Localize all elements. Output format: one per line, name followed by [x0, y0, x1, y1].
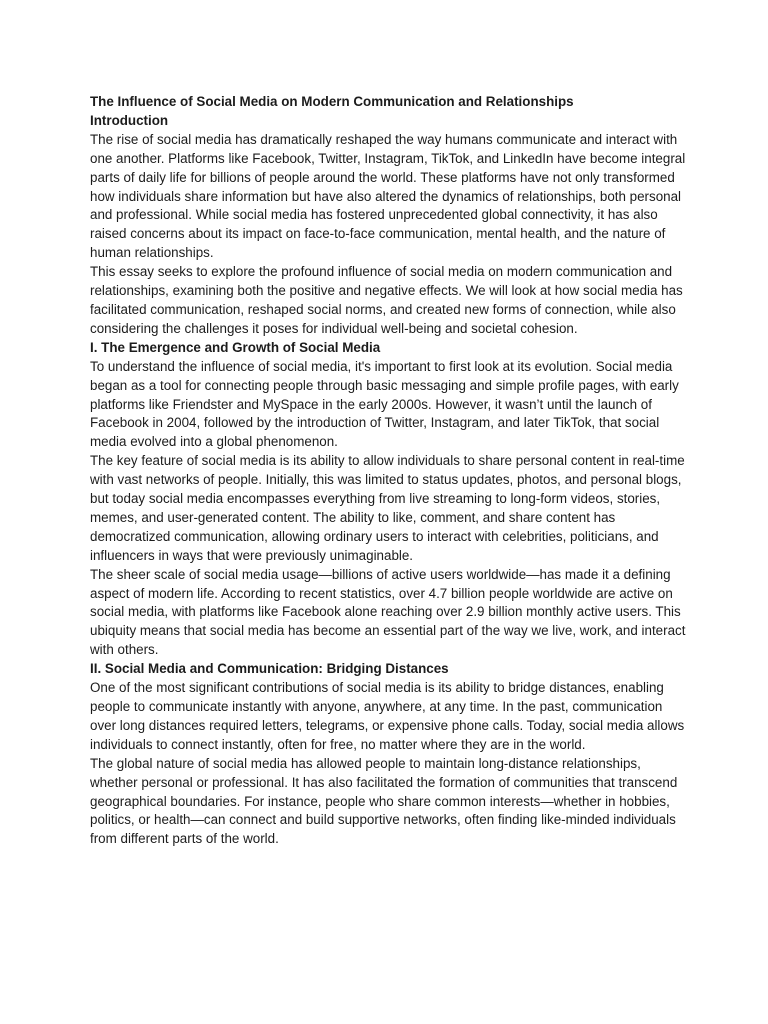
section-1-heading: I. The Emergence and Growth of Social Media: [90, 339, 381, 355]
section-1-paragraph-1: To understand the influence of social media, it's important to first look at its evolution. Social media began as a tool for connecting people through basic messaging and simple profile pages, with early platforms like Friendster and MySpace in the early 2000s. However, it wasn’t until the launch of Facebook in 2004, followed by the introduction of Twitter, Instagram, and later TikTok, that social media evolved into a global phenomenon.: [90, 358, 679, 450]
section-1-paragraph-3: The sheer scale of social media usage—billions of active users worldwide—has made it a defining aspect of modern life. According to recent statistics, over 4.7 billion people worldwide are active on social media, with platforms like Facebook alone reaching over 2.9 billion monthly active users. This ubiquity means that social media has become an essential part of the way we live, work, and interact with others.: [90, 566, 686, 658]
section-1-paragraph-2: The key feature of social media is its ability to allow individuals to share personal content in real-time with vast networks of people. Initially, this was limited to status updates, photos, and personal blogs, but today social media encompasses everything from live streaming to long-form videos, stories, memes, and user-generated content. The ability to like, comment, and share content has democratized communication, allowing ordinary users to interact with celebrities, politicians, and influencers in ways that were previously unimaginable.: [90, 453, 685, 563]
section-2-paragraph-2: The global nature of social media has allowed people to maintain long-distance relationships, whether personal or professional. It has also facilitated the formation of communities that transcend geographical boundaries. For instance, people who share common interests—whether in hobbies, politics, or health—can connect and build supportive networks, often finding like-minded individuals from different parts of the world.: [90, 755, 678, 847]
section-2-heading: II. Social Media and Communication: Bridging Distances: [90, 661, 449, 677]
intro-paragraph-1: The rise of social media has dramatically reshaped the way humans communicate and interact with one another. Platforms like Facebook, Twitter, Instagram, TikTok, and LinkedIn have become integral parts of daily life for billions of people around the world. These platforms have not only transformed how individuals share information but have also altered the dynamics of relationships, both personal and professional. While social media has fostered unprecedented global connectivity, it has also raised concerns about its impact on face-to-face communication, mental health, and the nature of human relationships.: [90, 131, 686, 261]
section-2-paragraph-1: One of the most significant contributions of social media is its ability to bridge distances, enabling people to communicate instantly with anyone, anywhere, at any time. In the past, communication over long distances required letters, telegrams, or expensive phone calls. Today, social media allows individuals to connect instantly, often for free, no matter where they are in the world.: [90, 680, 685, 752]
document-title: The Influence of Social Media on Modern Communication and Relationships: [90, 94, 574, 109]
intro-heading: Introduction: [90, 112, 169, 128]
document-page: [90, 93, 686, 849]
intro-paragraph-2: This essay seeks to explore the profound influence of social media on modern communication and relationships, examining both the positive and negative effects. We will look at how social media has facilitated communication, reshaped social norms, and created new forms of connection, while also considering the challenges it poses for individual well-being and societal cohesion.: [90, 264, 683, 336]
